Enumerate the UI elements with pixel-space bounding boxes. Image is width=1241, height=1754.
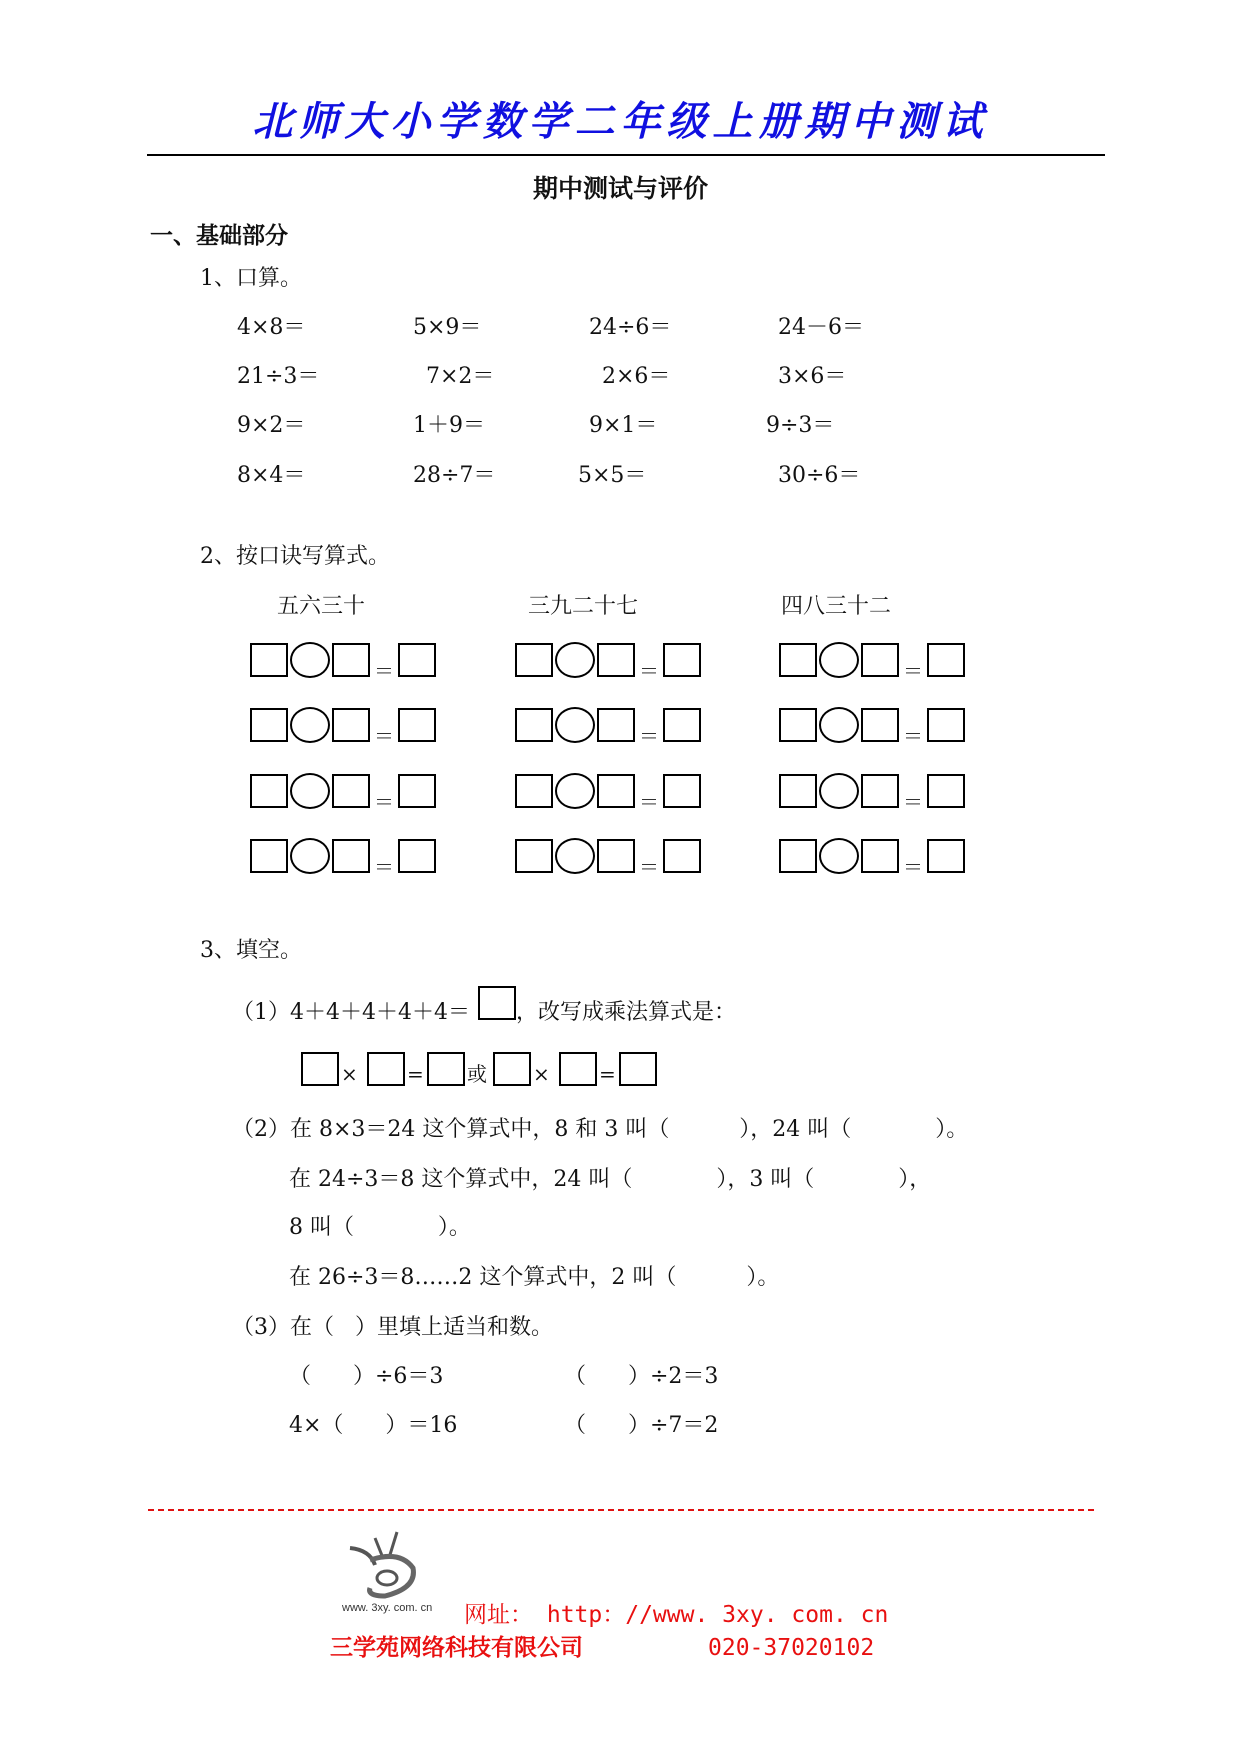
logo-url-text: www. 3xy. com. cn	[342, 1602, 433, 1614]
number-box[interactable]	[779, 774, 817, 808]
or-text: 或	[467, 1062, 487, 1086]
number-box[interactable]	[332, 643, 370, 677]
operator-circle[interactable]	[290, 642, 330, 678]
answer-box[interactable]	[493, 1052, 531, 1086]
result-box[interactable]	[927, 708, 965, 742]
number-box[interactable]	[250, 839, 288, 873]
number-box[interactable]	[861, 708, 899, 742]
logo-icon	[345, 1530, 425, 1602]
operator-circle[interactable]	[555, 838, 595, 874]
operator-circle[interactable]	[290, 707, 330, 743]
answer-box[interactable]	[427, 1052, 465, 1086]
operator-circle[interactable]	[819, 773, 859, 809]
result-box[interactable]	[398, 774, 436, 808]
number-box[interactable]	[250, 643, 288, 677]
answer-box[interactable]	[301, 1052, 339, 1086]
number-box[interactable]	[250, 708, 288, 742]
result-box[interactable]	[398, 643, 436, 677]
number-box[interactable]	[597, 643, 635, 677]
mental-math-item: 5×9＝	[413, 315, 482, 340]
mental-math-item: 7×2＝	[426, 364, 495, 389]
number-box[interactable]	[332, 708, 370, 742]
equals-sign: ＝	[374, 659, 394, 683]
chant-label: 五六三十	[277, 594, 366, 619]
number-box[interactable]	[597, 774, 635, 808]
mental-math-item: 5×5＝	[578, 463, 647, 488]
answer-box[interactable]	[478, 986, 516, 1020]
number-box[interactable]	[861, 643, 899, 677]
question-3-label: 3、填空。	[200, 938, 302, 963]
number-box[interactable]	[250, 774, 288, 808]
operator-circle[interactable]	[290, 773, 330, 809]
number-box[interactable]	[515, 839, 553, 873]
section-heading: 一、基础部分	[150, 223, 288, 249]
q3-part2-line4: 在 26÷3＝8……2 这个算式中，2 叫（ ）。	[289, 1265, 780, 1290]
operator-circle[interactable]	[555, 642, 595, 678]
phone-number: 020-37020102	[708, 1635, 875, 1661]
footer-divider	[148, 1509, 1094, 1511]
mental-math-item: 24－6＝	[778, 315, 864, 340]
equals-sign: ＝	[374, 790, 394, 814]
company-name: 三学苑网络科技有限公司	[330, 1635, 583, 1661]
result-box[interactable]	[398, 839, 436, 873]
q3-part2-line1: （2）在 8×3＝24 这个算式中，8 和 3 叫（ ），24 叫（ ）。	[232, 1117, 969, 1142]
number-box[interactable]	[515, 708, 553, 742]
number-box[interactable]	[332, 839, 370, 873]
equals-sign: ＝	[903, 659, 923, 683]
result-box[interactable]	[663, 839, 701, 873]
operator-circle[interactable]	[819, 707, 859, 743]
q3-part1-text-b: ，改写成乘法算式是：	[516, 1000, 737, 1025]
result-box[interactable]	[663, 643, 701, 677]
mental-math-item: 9×1＝	[589, 413, 658, 438]
result-box[interactable]	[927, 839, 965, 873]
title-divider	[147, 154, 1105, 156]
equals-sign: ＝	[903, 790, 923, 814]
result-box[interactable]	[398, 708, 436, 742]
result-box[interactable]	[927, 643, 965, 677]
operator-circle[interactable]	[555, 773, 595, 809]
equals-sign: =	[599, 1062, 616, 1086]
chant-label: 四八三十二	[781, 594, 892, 619]
fill-item: （ ）÷7＝2	[564, 1413, 719, 1438]
q3-part1-text: （1）4＋4＋4＋4＋4＝	[232, 1000, 470, 1025]
mental-math-item: 2×6＝	[602, 364, 671, 389]
website-link[interactable]: 网址： http：//www. 3xy. com. cn	[464, 1602, 889, 1628]
number-box[interactable]	[779, 839, 817, 873]
operator-circle[interactable]	[290, 838, 330, 874]
equals-sign: =	[407, 1062, 424, 1086]
fill-item: （ ）÷6＝3	[289, 1364, 444, 1389]
operator-circle[interactable]	[819, 838, 859, 874]
result-box[interactable]	[927, 774, 965, 808]
number-box[interactable]	[332, 774, 370, 808]
fill-item: 4×（ ）＝16	[289, 1413, 458, 1438]
mental-math-item: 4×8＝	[237, 315, 306, 340]
number-box[interactable]	[779, 708, 817, 742]
answer-box[interactable]	[559, 1052, 597, 1086]
number-box[interactable]	[597, 708, 635, 742]
number-box[interactable]	[861, 774, 899, 808]
number-box[interactable]	[779, 643, 817, 677]
document-title: 北师大小学数学二年级上册期中测试	[252, 99, 989, 145]
equals-sign: ＝	[903, 855, 923, 879]
number-box[interactable]	[597, 839, 635, 873]
question-2-label: 2、按口诀写算式。	[200, 544, 390, 569]
mental-math-item: 3×6＝	[778, 364, 847, 389]
q3-part3-label: （3）在（ ）里填上适当和数。	[232, 1315, 553, 1340]
times-sign: ×	[533, 1062, 550, 1086]
chant-label: 三九二十七	[528, 594, 639, 619]
answer-box[interactable]	[367, 1052, 405, 1086]
mental-math-item: 9÷3＝	[766, 413, 835, 438]
operator-circle[interactable]	[819, 642, 859, 678]
mental-math-item: 21÷3＝	[237, 364, 320, 389]
q3-part2-line2: 在 24÷3＝8 这个算式中，24 叫（ ），3 叫（ ），	[289, 1167, 932, 1192]
number-box[interactable]	[515, 643, 553, 677]
result-box[interactable]	[663, 774, 701, 808]
operator-circle[interactable]	[555, 707, 595, 743]
equals-sign: ＝	[639, 659, 659, 683]
number-box[interactable]	[515, 774, 553, 808]
number-box[interactable]	[861, 839, 899, 873]
fill-item: （ ）÷2＝3	[564, 1364, 719, 1389]
mental-math-item: 28÷7＝	[413, 463, 496, 488]
equals-sign: ＝	[639, 724, 659, 748]
equals-sign: ＝	[374, 724, 394, 748]
answer-box[interactable]	[619, 1052, 657, 1086]
mental-math-item: 30÷6＝	[778, 463, 861, 488]
equals-sign: ＝	[639, 855, 659, 879]
times-sign: ×	[341, 1062, 358, 1086]
question-1-label: 1、口算。	[200, 266, 302, 291]
equals-sign: ＝	[374, 855, 394, 879]
mental-math-item: 9×2＝	[237, 413, 306, 438]
q3-part2-line3: 8 叫（ ）。	[289, 1215, 471, 1240]
equals-sign: ＝	[639, 790, 659, 814]
equals-sign: ＝	[903, 724, 923, 748]
result-box[interactable]	[663, 708, 701, 742]
document-subtitle: 期中测试与评价	[532, 174, 708, 203]
mental-math-item: 1＋9＝	[413, 413, 485, 438]
mental-math-item: 24÷6＝	[589, 315, 672, 340]
mental-math-item: 8×4＝	[237, 463, 306, 488]
